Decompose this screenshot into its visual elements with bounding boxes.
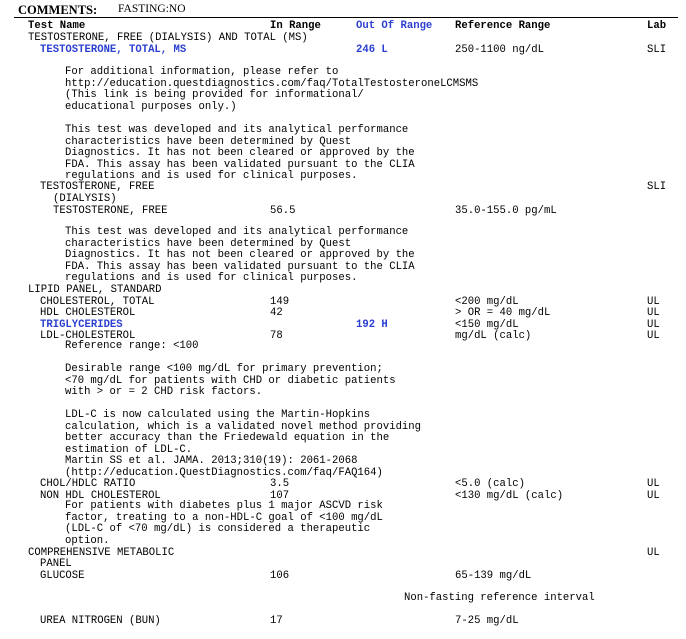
- header-in-range: In Range: [270, 20, 321, 32]
- in-range-value: 3.5: [270, 478, 290, 490]
- reference-range: <200 mg/dL: [455, 296, 519, 308]
- out-of-range-value: 192 H: [356, 319, 388, 331]
- lab-code: UL: [647, 490, 660, 502]
- reference-range: 65-139 mg/dL: [455, 570, 532, 582]
- table-row: [0, 570, 686, 582]
- test-name: TRIGLYCERIDES: [40, 319, 123, 331]
- reference-range: <150 mg/dL: [455, 319, 519, 331]
- table-row: [0, 205, 686, 217]
- panel-title: TESTOSTERONE, FREE (DIALYSIS) AND TOTAL (MS): [28, 32, 308, 44]
- reference-range: <130 mg/dL (calc): [455, 490, 564, 502]
- comment-note: This test was developed and its analytical performance characteristics have been determined by Quest Diagnostics. It has not been cleared or approved by the FDA. This assay has been validated pursuant to the CLIA regulations and is used for clinical purposes.: [65, 124, 415, 182]
- test-name: GLUCOSE: [40, 570, 85, 582]
- panel-title-cont: PANEL: [40, 558, 72, 570]
- test-name: LDL-CHOLESTEROL: [40, 330, 136, 342]
- in-range-value: 106: [270, 570, 290, 582]
- lab-code: UL: [647, 319, 660, 331]
- table-header: [0, 20, 686, 32]
- test-name: TESTOSTERONE, TOTAL, MS: [40, 44, 187, 56]
- reference-range: 35.0-155.0 pg/mL: [455, 205, 557, 217]
- reference-range: 250-1100 ng/dL: [455, 44, 545, 56]
- reference-range: 7-25 mg/dL: [455, 615, 519, 627]
- in-range-value: 42: [270, 307, 283, 319]
- test-name: HDL CHOLESTEROL: [40, 307, 136, 319]
- test-name: NON HDL CHOLESTEROL: [40, 490, 161, 502]
- panel-title: COMPREHENSIVE METABOLIC UL: [28, 547, 660, 559]
- reference-range: <5.0 (calc): [455, 478, 525, 490]
- comment-note: This test was developed and its analytical performance characteristics have been determined by Quest Diagnostics. It has not been cleared or approved by the FDA. This assay has been validated pursuant to the CLIA regulations and is used for clinical purposes.: [65, 226, 415, 284]
- header-test-name: Test Name: [28, 20, 86, 32]
- comment-note: Reference range: <100 Desirable range <100 mg/dL for primary prevention; <70 mg/dL for patients with CHD or diabetic patients with > or = 2 CHD risk factors. LDL-C is now calculated using the Martin-Hopkins calculation, which is a validated novel method providing better accuracy than the Friedewald equation in the estimation of LDL-C. Martin SS et al. JAMA. 2013;310(19): 2061-2068 (http://education.QuestDiagnostics.com/faq/FAQ164): [65, 340, 422, 479]
- comment-note: For additional information, please refer to http://education.questdiagnostics.com/faq/TotalTestosteroneLCMSMS (This link is being provided for informational/ educational purposes only.): [65, 66, 479, 113]
- in-range-value: 56.5: [270, 205, 296, 217]
- lab-code: UL: [647, 330, 660, 342]
- out-of-range-value: 246 L: [356, 44, 388, 56]
- panel-subtitle: TESTOSTERONE, FREE SLI: [40, 181, 667, 193]
- table-row: [0, 478, 686, 490]
- table-row: [0, 615, 686, 627]
- lab-code: UL: [647, 547, 660, 559]
- comment-note: For patients with diabetes plus 1 major ASCVD risk factor, treating to a non-HDL-C goal of <100 mg/dL (LDL-C of <70 mg/dL) is considered a therapeutic option.: [65, 500, 383, 547]
- lab-code: UL: [647, 296, 660, 308]
- lab-code: UL: [647, 307, 660, 319]
- header-reference-range: Reference Range: [455, 20, 551, 32]
- test-name: CHOL/HDLC RATIO: [40, 478, 136, 490]
- header-lab: Lab: [647, 20, 667, 32]
- in-range-value: 107: [270, 490, 290, 502]
- panel-subtitle-cont: (DIALYSIS): [53, 193, 117, 205]
- lab-code: UL: [647, 478, 660, 490]
- test-name: UREA NITROGEN (BUN): [40, 615, 161, 627]
- comment-note: Non-fasting reference interval: [404, 592, 595, 604]
- comments-line: [18, 3, 186, 18]
- header-out-of-range: Out Of Range: [356, 20, 433, 32]
- lab-code: SLI: [647, 181, 667, 193]
- table-row: [0, 307, 686, 319]
- in-range-value: 78: [270, 330, 283, 342]
- in-range-value: 17: [270, 615, 283, 627]
- test-name: CHOLESTEROL, TOTAL: [40, 296, 155, 308]
- test-name: TESTOSTERONE, FREE: [53, 205, 168, 217]
- table-row: [0, 44, 686, 56]
- comments-label: COMMENTS:: [18, 3, 98, 17]
- in-range-value: 149: [270, 296, 290, 308]
- lab-code: SLI: [647, 44, 667, 56]
- comments-divider: [14, 17, 678, 18]
- comments-value: FASTING:NO: [118, 3, 186, 15]
- panel-title: LIPID PANEL, STANDARD: [28, 284, 162, 296]
- reference-range: mg/dL (calc): [455, 330, 532, 342]
- reference-range: > OR = 40 mg/dL: [455, 307, 551, 319]
